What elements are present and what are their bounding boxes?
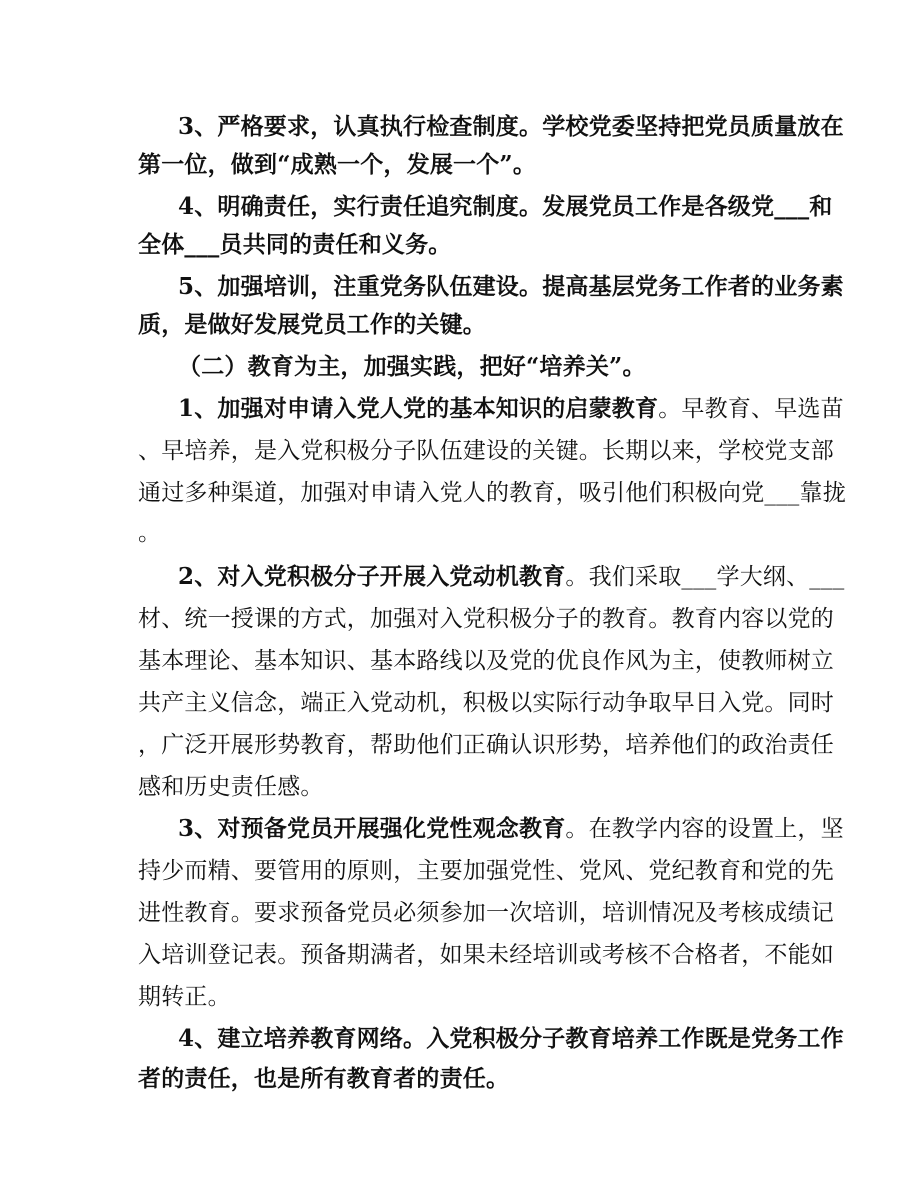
education-item-4-line-2: 者的责任，也是所有教育者的责任。 (138, 1065, 510, 1092)
education-item-1-lead: 1、加强对申请入党人党的基本知识的启蒙教育 (178, 395, 659, 422)
paragraph-3-line-2: 第一位，做到“成熟一个，发展一个”。 (138, 151, 537, 178)
education-item-3-lead: 3、对预备党员开展强化党性观念教育 (178, 815, 566, 842)
education-item-4-line-1: 4、建立培养教育网络。入党积极分子教育培养工作既是党务工作 (178, 1025, 844, 1052)
education-item-2-line-2: 材、统一授课的方式，加强对入党积极分子的教育。教育内容以党的 (138, 606, 834, 632)
paragraph-5-line-2: 质，是做好发展党员工作的关键。 (138, 311, 486, 338)
education-item-1-line-4: 。 (138, 520, 162, 546)
education-item-3-line-5: 期转正。 (138, 984, 231, 1010)
paragraph-4-line-1: 4、明确责任，实行责任追究制度。发展党员工作是各级党___和 (178, 193, 833, 220)
education-item-2-line-1 (178, 562, 845, 592)
education-item-3-line-4: 入培训登记表。预备期满者，如果未经培训或考核不合格者，不能如 (138, 942, 834, 968)
education-item-1-line-1 (178, 394, 844, 424)
education-item-2-line-4: 共产主义信念，端正入党动机，积极以实际行动争取早日入党。同时 (138, 690, 834, 716)
paragraph-4-line-2: 全体___员共同的责任和义务。 (138, 231, 452, 258)
education-item-3-rest: 。在教学内容的设置上，坚 (565, 816, 844, 842)
education-item-2-rest: 。我们采取___学大纲、___ (565, 564, 845, 590)
education-item-3-line-3: 进性教育。要求预备党员必须参加一次培训，培训情况及考核成绩记 (138, 900, 834, 926)
section-heading: （二）教育为主，加强实践，把好“培养关”。 (178, 353, 646, 380)
paragraph-5-line-1: 5、加强培训，注重党务队伍建设。提高基层党务工作者的业务素 (178, 273, 844, 300)
education-item-1-line-2: 、早培养，是入党积极分子队伍建设的关键。长期以来，学校党支部 (138, 438, 834, 464)
education-item-3-line-2: 持少而精、要管用的原则，主要加强党性、党风、党纪教育和党的先 (138, 858, 834, 884)
education-item-2-line-5: ，广泛开展形势教育，帮助他们正确认识形势，培养他们的政治责任 (138, 732, 834, 758)
education-item-1-line-3: 通过多种渠道，加强对申请入党人的教育，吸引他们积极向党___靠拢 (138, 480, 846, 506)
education-item-2-line-3: 基本理论、基本知识、基本路线以及党的优良作风为主，使教师树立 (138, 648, 834, 674)
education-item-2-line-6: 感和历史责任感。 (138, 774, 324, 800)
education-item-2-lead: 2、对入党积极分子开展入党动机教育 (178, 563, 566, 590)
education-item-3-line-1 (178, 814, 844, 844)
paragraph-3-line-1: 3、严格要求，认真执行检查制度。学校党委坚持把党员质量放在 (178, 113, 844, 140)
education-item-1-rest: 。早教育、早选苗 (658, 396, 844, 422)
